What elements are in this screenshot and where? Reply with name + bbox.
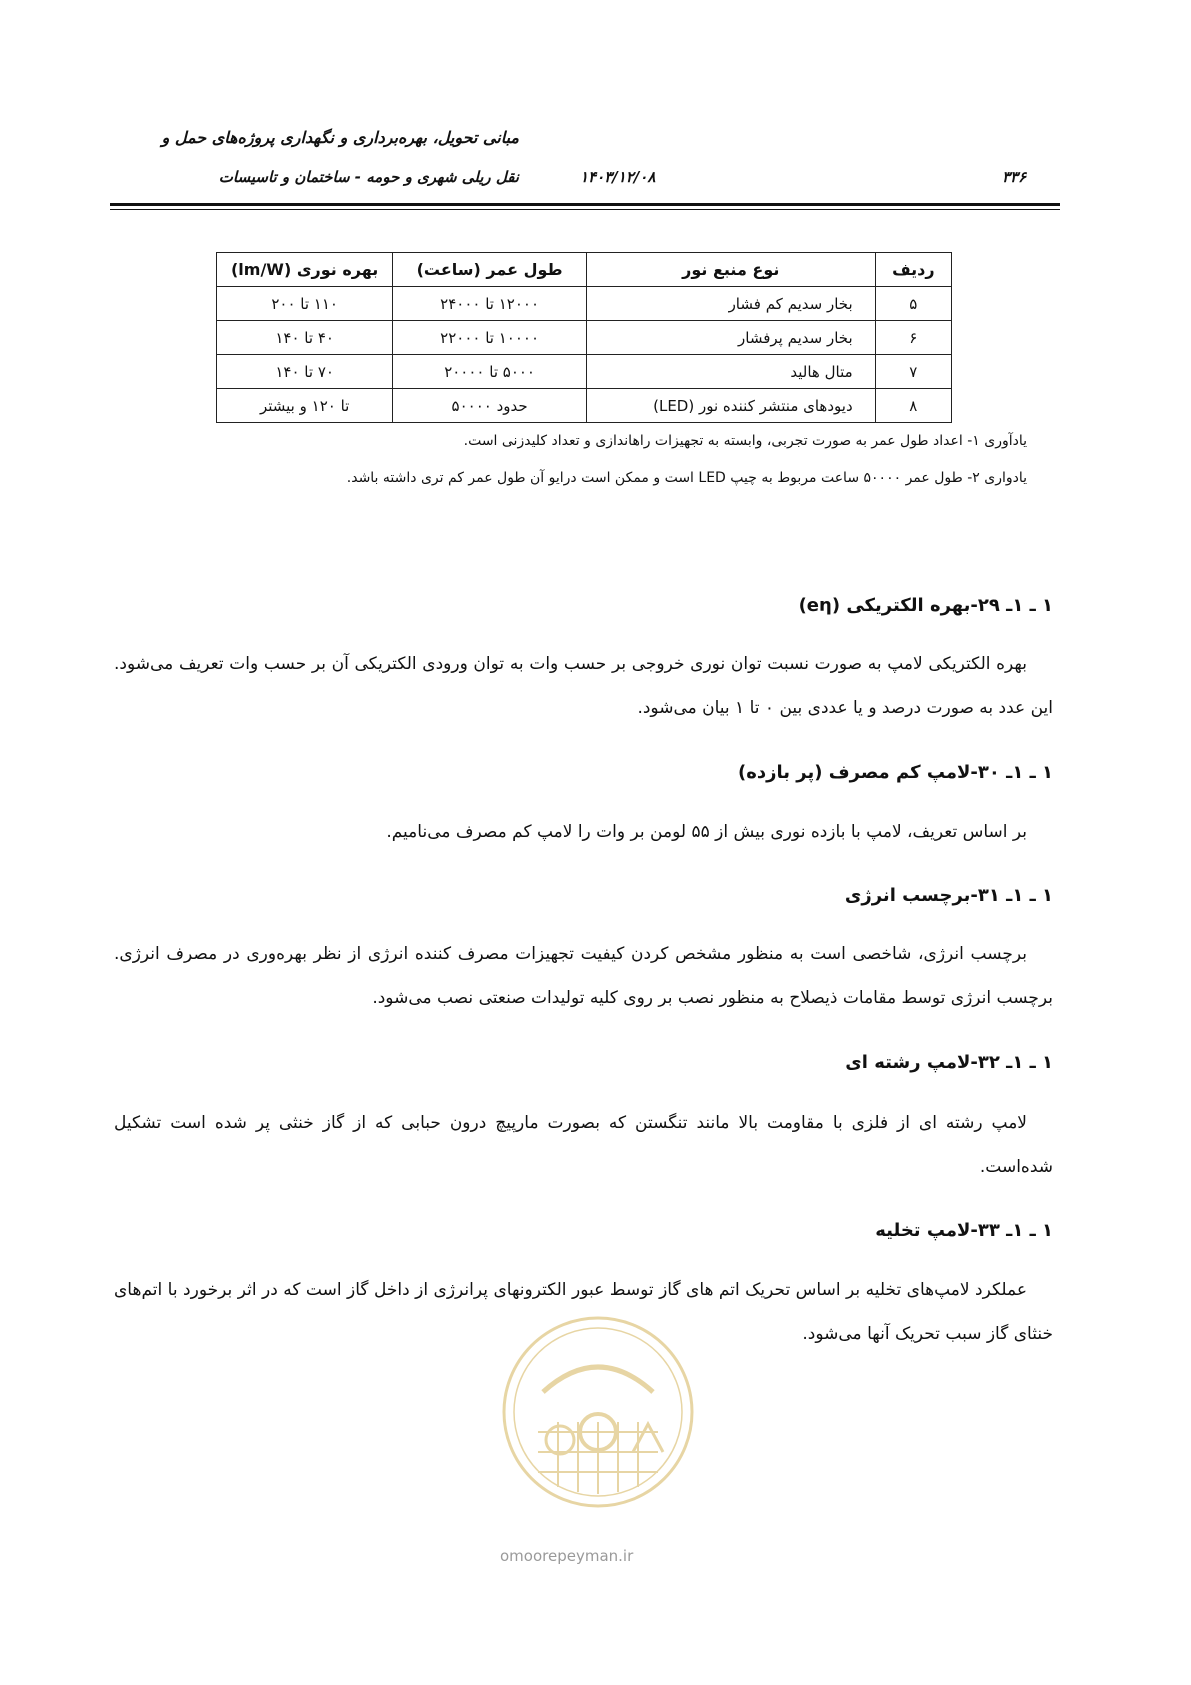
cell-source: بخار سدیم کم فشار	[586, 287, 875, 321]
table-note-1: یادآوری ۱- اعداد طول عمر به صورت تجربی، وابسته به تجهیزات راهاندازی و تعداد کلیدزنی است.	[463, 433, 1027, 449]
section-30-title: ۱ ـ ۱ـ ۳۰-لامپ کم مصرف (پر بازده)	[738, 762, 1053, 783]
cell-efficiency: تا ۱۲۰ و بیشتر	[217, 389, 393, 423]
section-31-paragraph	[114, 932, 1053, 1020]
section-32-paragraph	[114, 1101, 1053, 1189]
cell-life: ۱۰۰۰۰ تا ۲۲۰۰۰	[393, 321, 587, 355]
cell-radif: ۶	[875, 321, 951, 355]
watermark-logo	[498, 1312, 698, 1512]
table-row	[217, 355, 952, 389]
section-30-paragraph	[114, 810, 1053, 854]
header-source: نوع منبع نور	[586, 253, 875, 287]
watermark-scale-icon	[546, 1426, 574, 1454]
header-date: ۱۴۰۳/۱۲/۰۸	[580, 168, 656, 186]
table-note-2: یادواری ۲- طول عمر ۵۰۰۰۰ ساعت مربوط به چیپ LED است و ممکن است درایو آن طول عمر کم تری داشته باشد.	[346, 470, 1027, 486]
cell-efficiency: ۱۱۰ تا ۲۰۰	[217, 287, 393, 321]
section-32-title: ۱ ـ ۱ـ ۳۲-لامپ رشته ای	[845, 1052, 1053, 1073]
header-title-line1: مبانی تحویل، بهره‌برداری و نگهداری پروژه‌های حمل و	[161, 128, 519, 147]
table-header-row	[217, 253, 952, 287]
light-source-table	[216, 252, 952, 423]
header-rule-thin	[110, 209, 1060, 210]
header-title-line2: نقل ریلی شهری و حومه - ساختمان و تاسیسات	[218, 168, 519, 186]
section-32-text: لامپ رشته ای از فلزی با مقاومت بالا مانند تنگستن که بصورت مارپیچ درون حبابی که از گاز خنثی پر شده است تشکیل شده‌است.	[114, 1113, 1053, 1177]
cell-efficiency: ۷۰ تا ۱۴۰	[217, 355, 393, 389]
section-31-title: ۱ ـ ۱ـ ۳۱-برچسب انرژی	[844, 885, 1053, 906]
cell-life: ۵۰۰۰ تا ۲۰۰۰۰	[393, 355, 587, 389]
section-33-text: عملکرد لامپ‌های تخلیه بر اساس تحریک اتم های گاز توسط عبور الکترونهای پرانرژی از داخل گاز است که در اثر برخورد با اتم‌های خنثای گاز سبب تحریک آنها می‌شود.	[114, 1280, 1053, 1344]
header-efficiency: بهره نوری (lm/W)	[217, 253, 393, 287]
header-rule-thick	[110, 203, 1060, 206]
watermark-grid-icon	[538, 1422, 658, 1494]
table-row	[217, 321, 952, 355]
cell-radif: ۵	[875, 287, 951, 321]
watermark-arc-icon	[543, 1367, 653, 1392]
cell-source: دیودهای منتشر کننده نور (LED)	[586, 389, 875, 423]
cell-source: متال هالید	[586, 355, 875, 389]
header-page-number: ۳۳۶	[1002, 168, 1027, 186]
section-29-text: بهره الکتریکی لامپ به صورت نسبت توان نوری خروجی بر حسب وات به توان ورودی الکتریکی آن بر حسب وات تعریف می‌شود. این عدد به صورت درصد و یا عددی بین ۰ تا ۱ بیان می‌شود.	[114, 654, 1053, 718]
header-life: طول عمر (ساعت)	[393, 253, 587, 287]
table-row	[217, 287, 952, 321]
section-31-text: برچسب انرژی، شاخصی است به منظور مشخص کردن کیفیت تجهیزات مصرف کننده انرژی از نظر بهره‌وری در مصرف انرژی. برچسب انرژی توسط مقامات ذیصلاح به منظور نصب بر روی کلیه تولیدات صنعتی نصب می‌شود.	[114, 944, 1053, 1008]
header-radif: ردیف	[875, 253, 951, 287]
table-row	[217, 389, 952, 423]
cell-radif: ۸	[875, 389, 951, 423]
section-30-text: بر اساس تعریف، لامپ با بازده نوری بیش از ۵۵ لومن بر وات را لامپ کم مصرف می‌نامیم.	[386, 822, 1027, 842]
section-29-paragraph	[114, 642, 1053, 730]
cell-radif: ۷	[875, 355, 951, 389]
cell-life: ۱۲۰۰۰ تا ۲۴۰۰۰	[393, 287, 587, 321]
cell-efficiency: ۴۰ تا ۱۴۰	[217, 321, 393, 355]
cell-source: بخار سدیم پرفشار	[586, 321, 875, 355]
section-29-title: ۱ ـ ۱ـ ۲۹-بهره الکتریکی (eη)	[798, 595, 1053, 616]
cell-life: حدود ۵۰۰۰۰	[393, 389, 587, 423]
section-33-title: ۱ ـ ۱ـ ۳۳-لامپ تخلیه	[875, 1220, 1053, 1241]
watermark-site: omoorepeyman.ir	[500, 1547, 634, 1565]
